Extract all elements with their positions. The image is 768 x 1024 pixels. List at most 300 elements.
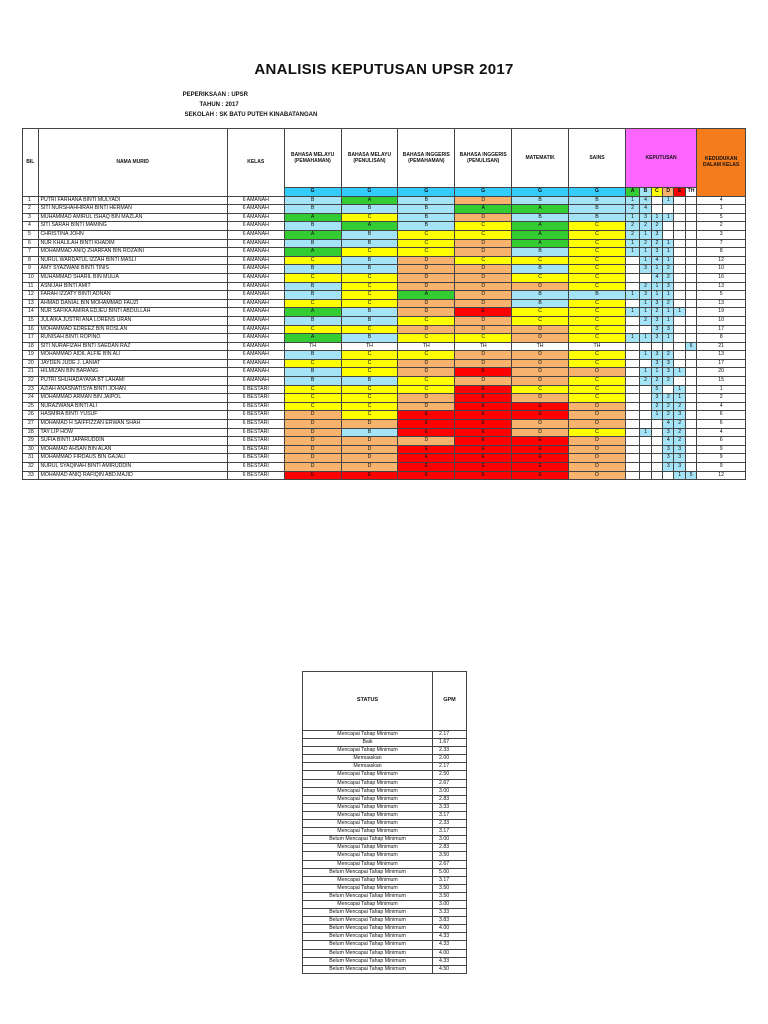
subject-grade-cell: C (398, 351, 455, 360)
grade-count-cell (640, 385, 651, 394)
student-name: MOHAMMAD AIDIL ALFIE BIN ALI (38, 351, 227, 360)
header-nama-murid: NAMA MURID (38, 129, 227, 197)
student-class: 6 AMANAH (227, 282, 284, 291)
grade-count-cell: 3 (663, 359, 674, 368)
table-row (23, 402, 746, 411)
gpm-value: 5.00 (433, 868, 467, 876)
table-row (23, 325, 746, 334)
status-text: Mencapai Tahap Minimum (303, 747, 433, 755)
student-name: JULAIKA JUSTRI ANA LORENS URAN (38, 316, 227, 325)
student-name: NURUL WARDATUL IZZAH BINTI MASLI (38, 256, 227, 265)
grade-count-cell: 3 (663, 428, 674, 437)
grade-count-cell: 2 (674, 428, 685, 437)
status-row (303, 779, 467, 787)
class-rank: 13 (697, 299, 746, 308)
grade-count-cell (685, 325, 696, 334)
header-kedudukan: KEDUDUKAN DALAM KELAS (697, 129, 746, 197)
meta-label: TAHUN (199, 102, 220, 108)
grade-count-cell: 1 (625, 334, 639, 343)
student-name: MUHAMMAD AMIRUL ISHAQ BIN MAZLAN (38, 213, 227, 222)
grade-count-cell (651, 342, 662, 351)
grade-count-cell (685, 368, 696, 377)
class-rank: 12 (697, 471, 746, 480)
student-number: 11 (23, 282, 39, 291)
subject-grade-cell: A (455, 205, 512, 214)
subject-grade-cell: E (398, 428, 455, 437)
grade-count-cell (651, 420, 662, 429)
subject-grade-cell: C (569, 377, 626, 386)
subject-grade-cell: C (455, 222, 512, 231)
grade-count-cell: 2 (640, 377, 651, 386)
subject-grade-cell: C (569, 394, 626, 403)
subject-grade-cell: E (284, 471, 341, 480)
subject-grade-cell: E (512, 463, 569, 472)
status-row (303, 917, 467, 925)
gpm-value: 3.17 (433, 828, 467, 836)
subject-grade-cell: D (398, 437, 455, 446)
subject-grade-cell: E (455, 368, 512, 377)
student-number: 20 (23, 359, 39, 368)
class-rank: 2 (697, 222, 746, 231)
class-rank: 1 (697, 385, 746, 394)
status-text: Memuaskan (303, 763, 433, 771)
student-class: 6 AMANAH (227, 273, 284, 282)
table-row (23, 256, 746, 265)
class-rank: 13 (697, 351, 746, 360)
subject-grade-cell: C (398, 239, 455, 248)
grade-count-cell: 4 (651, 256, 662, 265)
grade-count-cell (625, 454, 639, 463)
subject-grade-cell: C (569, 428, 626, 437)
grade-count-cell: 3 (651, 351, 662, 360)
grade-count-cell: 1 (640, 299, 651, 308)
grade-count-cell (674, 239, 685, 248)
table-row (23, 230, 746, 239)
subject-grade-label: G (455, 188, 512, 197)
subject-grade-cell: TH (398, 342, 455, 351)
status-row (303, 852, 467, 860)
grade-count-cell: 4 (651, 273, 662, 282)
grade-count-cell: 1 (640, 248, 651, 257)
grade-count-cell: 4 (640, 205, 651, 214)
grade-count-cell: 1 (625, 291, 639, 300)
class-rank: 8 (697, 334, 746, 343)
subject-grade-cell: C (569, 256, 626, 265)
subject-grade-cell: C (569, 230, 626, 239)
subject-grade-cell: D (398, 359, 455, 368)
subject-grade-cell: D (569, 463, 626, 472)
subject-grade-label: G (569, 188, 626, 197)
subject-grade-cell: B (341, 265, 398, 274)
grade-count-cell: 2 (640, 222, 651, 231)
subject-grade-cell: C (569, 351, 626, 360)
class-rank: 9 (697, 454, 746, 463)
grade-count-cell: 2 (625, 222, 639, 231)
subject-grade-cell: B (284, 265, 341, 274)
grade-count-cell (674, 230, 685, 239)
status-row (303, 892, 467, 900)
subject-grade-cell: E (455, 394, 512, 403)
status-text: Belum Mencapai Tahap Minimum (303, 909, 433, 917)
grade-count-cell: 3 (663, 325, 674, 334)
grade-count-cell (640, 325, 651, 334)
class-rank: 10 (697, 316, 746, 325)
grade-count-label-b: B (640, 188, 651, 197)
subject-grade-cell: D (512, 394, 569, 403)
grade-count-cell (625, 445, 639, 454)
grade-count-cell (674, 282, 685, 291)
meta-row-year: TAHUN : 2017 (172, 100, 317, 110)
class-rank: 20 (697, 368, 746, 377)
class-rank: 7 (697, 239, 746, 248)
subject-grade-cell: D (455, 213, 512, 222)
subject-grade-cell: E (512, 471, 569, 480)
grade-count-cell (640, 342, 651, 351)
student-number: 3 (23, 213, 39, 222)
status-text: Mencapai Tahap Minimum (303, 779, 433, 787)
status-row (303, 771, 467, 779)
status-text: Belum Mencapai Tahap Minimum (303, 933, 433, 941)
grade-count-cell (685, 377, 696, 386)
grade-count-cell (625, 463, 639, 472)
grade-count-cell (685, 291, 696, 300)
status-row (303, 860, 467, 868)
table-row (23, 213, 746, 222)
student-class: 6 BESTARI (227, 394, 284, 403)
grade-count-cell (685, 351, 696, 360)
grade-count-cell (640, 471, 651, 480)
status-row (303, 941, 467, 949)
grade-count-cell (625, 377, 639, 386)
student-name: AMY SYAZWANI BINTI TINIS (38, 265, 227, 274)
subject-grade-cell: C (398, 316, 455, 325)
subject-grade-cell: E (455, 428, 512, 437)
grade-count-cell (674, 273, 685, 282)
subject-grade-cell: D (398, 402, 455, 411)
subject-grade-cell: D (341, 454, 398, 463)
grade-count-cell (625, 471, 639, 480)
subject-grade-cell: D (569, 471, 626, 480)
status-text: Belum Mencapai Tahap Minimum (303, 965, 433, 973)
subject-grade-cell: C (455, 230, 512, 239)
subject-grade-cell: A (512, 230, 569, 239)
status-text: Mencapai Tahap Minimum (303, 787, 433, 795)
gpm-value: 2.50 (433, 771, 467, 779)
grade-count-cell: 3 (663, 445, 674, 454)
grade-count-cell: 1 (663, 334, 674, 343)
subject-grade-cell: B (341, 334, 398, 343)
grade-count-cell (685, 437, 696, 446)
subject-grade-cell: D (284, 428, 341, 437)
gpm-value: 4.33 (433, 941, 467, 949)
subject-grade-cell: C (512, 256, 569, 265)
subject-grade-cell: B (512, 265, 569, 274)
student-name: MOHAMAD AHSAN BIN ALAN (38, 445, 227, 454)
class-rank: 5 (697, 291, 746, 300)
subject-grade-cell: A (341, 222, 398, 231)
subject-grade-cell: C (341, 273, 398, 282)
grade-count-cell: 6 (685, 342, 696, 351)
meta-label: PEPERIKSAAN (182, 92, 226, 98)
subject-grade-cell: C (455, 334, 512, 343)
subject-grade-cell: TH (455, 342, 512, 351)
grade-count-cell (674, 256, 685, 265)
grade-count-cell: 1 (640, 368, 651, 377)
student-class: 6 BESTARI (227, 463, 284, 472)
class-rank: 8 (697, 248, 746, 257)
student-name: MOHAMMAD ANIQ ZHARFAN BIN ROZAINI (38, 248, 227, 257)
status-text: Mencapai Tahap Minimum (303, 820, 433, 828)
subject-grade-cell: D (512, 325, 569, 334)
table-row (23, 359, 746, 368)
status-row (303, 900, 467, 908)
table-row (23, 420, 746, 429)
student-name: SITI NURAFIZAH BINTI SAEDAN RAZ (38, 342, 227, 351)
table-row (23, 265, 746, 274)
grade-count-cell: 1 (674, 394, 685, 403)
student-class: 6 AMANAH (227, 342, 284, 351)
grade-count-cell (685, 196, 696, 205)
student-number: 33 (23, 471, 39, 480)
grade-count-cell (685, 230, 696, 239)
grade-count-cell: 3 (663, 368, 674, 377)
grade-count-cell: 5 (651, 385, 662, 394)
student-number: 16 (23, 325, 39, 334)
table-row (23, 463, 746, 472)
subject-grade-cell: C (284, 325, 341, 334)
grade-count-cell: 2 (663, 402, 674, 411)
subject-grade-cell: C (341, 368, 398, 377)
grade-count-cell: 1 (651, 291, 662, 300)
grade-count-cell (685, 463, 696, 472)
subject-grade-cell: B (284, 351, 341, 360)
subject-grade-cell: D (341, 463, 398, 472)
gpm-value: 3.00 (433, 836, 467, 844)
grade-count-cell (674, 325, 685, 334)
status-text: Mencapai Tahap Minimum (303, 844, 433, 852)
subject-grade-cell: D (284, 454, 341, 463)
subject-grade-cell: E (455, 454, 512, 463)
subject-grade-cell: C (398, 385, 455, 394)
subject-grade-cell: B (512, 299, 569, 308)
grade-count-cell: 2 (663, 411, 674, 420)
grade-count-cell: 1 (663, 308, 674, 317)
grade-count-cell (685, 411, 696, 420)
table-row (23, 428, 746, 437)
grade-count-cell (640, 454, 651, 463)
grade-count-cell (625, 316, 639, 325)
grade-count-cell (674, 299, 685, 308)
subject-grade-cell: A (284, 248, 341, 257)
student-name: MOHAMMAD FIRDAUS BIN GAJALI (38, 454, 227, 463)
table-row (23, 273, 746, 282)
gpm-value: 3.50 (433, 884, 467, 892)
grade-count-cell (674, 359, 685, 368)
class-rank: 15 (697, 377, 746, 386)
gpm-value: 4.33 (433, 933, 467, 941)
class-rank: 9 (697, 445, 746, 454)
status-row (303, 925, 467, 933)
subject-grade-cell: D (455, 351, 512, 360)
subject-grade-cell: C (569, 325, 626, 334)
status-row (303, 909, 467, 917)
student-name: HASMIRA BINTI YUSUF (38, 411, 227, 420)
subject-grade-cell: D (512, 420, 569, 429)
subject-grade-cell: E (512, 454, 569, 463)
grade-count-cell: 3 (663, 282, 674, 291)
grade-count-cell: 3 (651, 316, 662, 325)
subject-grade-cell: C (512, 308, 569, 317)
subject-grade-cell: C (284, 359, 341, 368)
table-row (23, 454, 746, 463)
class-rank: 3 (697, 230, 746, 239)
status-row (303, 763, 467, 771)
student-class: 6 AMANAH (227, 377, 284, 386)
subject-grade-cell: D (284, 420, 341, 429)
student-name: MOHAMMAD EDREEZ BIN ROSLAN (38, 325, 227, 334)
student-number: 10 (23, 273, 39, 282)
subject-grade-cell: D (398, 256, 455, 265)
subject-grade-cell: A (512, 239, 569, 248)
subject-grade-cell: C (512, 316, 569, 325)
grade-count-cell: 5 (685, 471, 696, 480)
status-row (303, 787, 467, 795)
status-text: Mencapai Tahap Minimum (303, 900, 433, 908)
subject-grade-label: G (341, 188, 398, 197)
grade-count-cell: 3 (651, 394, 662, 403)
grade-count-cell (640, 273, 651, 282)
grade-count-cell: 3 (651, 334, 662, 343)
student-name: SUFIA BINTI JAPARUDDIN (38, 437, 227, 446)
student-number: 19 (23, 351, 39, 360)
subject-grade-cell: C (569, 248, 626, 257)
status-table (302, 671, 467, 974)
table-row (23, 351, 746, 360)
class-rank: 4 (697, 402, 746, 411)
header-subject: MATEMATIK (512, 129, 569, 188)
subject-grade-cell: D (284, 445, 341, 454)
subject-grade-cell: B (512, 248, 569, 257)
class-rank: 6 (697, 437, 746, 446)
subject-grade-label: G (398, 188, 455, 197)
grade-count-cell: 2 (651, 222, 662, 231)
grade-count-cell (674, 291, 685, 300)
class-rank: 6 (697, 420, 746, 429)
subject-grade-cell: B (341, 239, 398, 248)
status-text: Belum Mencapai Tahap Minimum (303, 941, 433, 949)
grade-count-cell: 2 (640, 316, 651, 325)
grade-count-cell (685, 394, 696, 403)
student-class: 6 AMANAH (227, 196, 284, 205)
subject-grade-cell: C (569, 239, 626, 248)
gpm-value: 4.00 (433, 949, 467, 957)
subject-grade-cell: C (398, 377, 455, 386)
grade-count-cell (685, 316, 696, 325)
grade-count-cell (685, 205, 696, 214)
subject-grade-cell: D (398, 282, 455, 291)
subject-grade-cell: D (512, 334, 569, 343)
student-class: 6 AMANAH (227, 359, 284, 368)
grade-count-cell (663, 342, 674, 351)
grade-count-cell (651, 205, 662, 214)
subject-grade-cell: B (341, 308, 398, 317)
student-class: 6 AMANAH (227, 325, 284, 334)
subject-grade-cell: B (284, 196, 341, 205)
grade-count-cell: 1 (625, 248, 639, 257)
student-number: 17 (23, 334, 39, 343)
grade-count-cell: 3 (651, 359, 662, 368)
subject-grade-cell: E (455, 385, 512, 394)
subject-grade-cell: E (455, 308, 512, 317)
subject-grade-cell: D (398, 394, 455, 403)
grade-count-cell (685, 213, 696, 222)
grade-count-cell (625, 342, 639, 351)
student-class: 6 BESTARI (227, 402, 284, 411)
subject-grade-cell: C (569, 308, 626, 317)
subject-grade-cell: C (341, 248, 398, 257)
status-text: Belum Mencapai Tahap Minimum (303, 925, 433, 933)
gpm-value: 2.33 (433, 820, 467, 828)
student-name: NURAZWANA BINTI ALI (38, 402, 227, 411)
grade-count-cell: 2 (651, 308, 662, 317)
subject-grade-cell: C (341, 411, 398, 420)
subject-grade-cell: C (341, 213, 398, 222)
table-row (23, 282, 746, 291)
table-row (23, 205, 746, 214)
grade-count-cell (685, 420, 696, 429)
subject-grade-cell: D (284, 411, 341, 420)
grade-count-cell: 2 (663, 351, 674, 360)
table-row (23, 411, 746, 420)
subject-grade-cell: A (284, 308, 341, 317)
header-subject: BAHASA INGGERIS (PEMAHAMAN) (398, 129, 455, 188)
grade-count-cell: 1 (640, 351, 651, 360)
subject-grade-cell: D (569, 402, 626, 411)
status-rows (303, 731, 467, 974)
subject-grade-cell: D (455, 282, 512, 291)
grade-count-label-a: A (625, 188, 639, 197)
grade-count-cell: 1 (651, 411, 662, 420)
grade-count-cell: 2 (651, 239, 662, 248)
subject-grade-cell: E (455, 402, 512, 411)
gpm-value: 4.33 (433, 957, 467, 965)
student-name: MOHAMMAD ARMAN BIN JAIPOL (38, 394, 227, 403)
subject-grade-cell: C (341, 299, 398, 308)
status-text: Mencapai Tahap Minimum (303, 852, 433, 860)
grade-count-cell (625, 428, 639, 437)
subject-grade-cell: A (512, 205, 569, 214)
grade-count-cell: 1 (640, 256, 651, 265)
student-name: CHRISTINA JOHN (38, 230, 227, 239)
grade-count-cell: 1 (625, 196, 639, 205)
student-class: 6 AMANAH (227, 256, 284, 265)
student-number: 1 (23, 196, 39, 205)
grade-count-cell (685, 385, 696, 394)
gpm-value: 2.67 (433, 779, 467, 787)
grade-count-cell (651, 471, 662, 480)
grade-count-cell (625, 359, 639, 368)
grade-count-cell: 2 (651, 402, 662, 411)
grade-count-cell (651, 445, 662, 454)
subject-grade-cell: D (569, 437, 626, 446)
grade-count-cell (640, 402, 651, 411)
subject-grade-cell: D (341, 445, 398, 454)
grade-count-cell: 2 (663, 299, 674, 308)
subject-grade-cell: D (398, 273, 455, 282)
grade-count-cell: 1 (663, 256, 674, 265)
grade-count-cell (651, 437, 662, 446)
subject-grade-cell: A (341, 196, 398, 205)
